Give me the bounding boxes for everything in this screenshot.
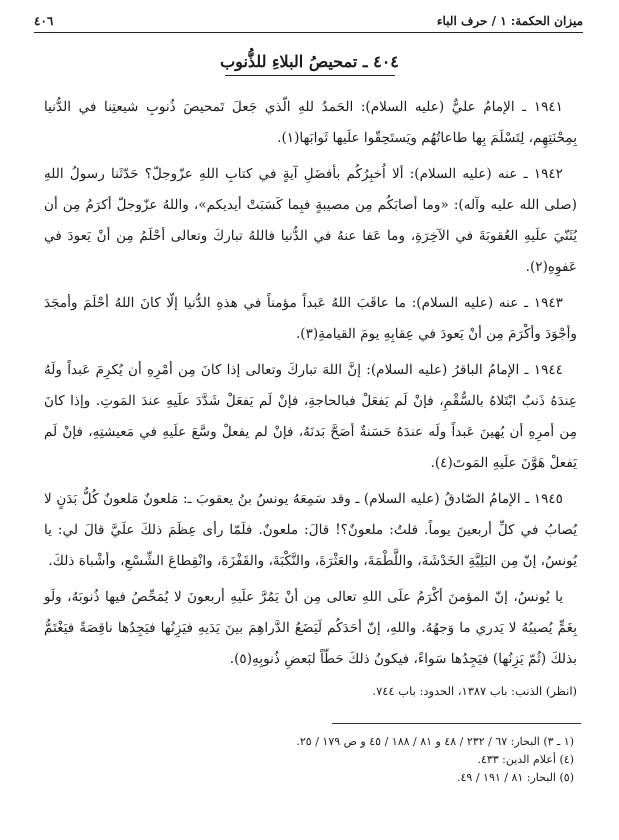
see-also-note: (انظر) الذنب: باب ١٣٨٧، الحدود: باب ٧٤٤. — [372, 684, 577, 698]
footnote-item: (١ ـ ٣) البحار: ٦٧ / ٢٣٢ / ٤٨ و ٨١ / ١٨٨ / ٤٥ و ص ١٧٩ / ٢٥. — [296, 735, 574, 748]
footnote-separator — [332, 723, 581, 724]
header-rule — [34, 32, 583, 33]
hadith-paragraph: ١٩٤٢ ـ عنه (عليه السلام): ألا اُخبِرُكُم بأفضَلِ آيةٍ في كتابِ اللهِ عزّوجلّ؟ حَدّثَنا رسولُ اللهِ (صلى الله عليه وآله): «وما أصابَكُم مِن مصيبةٍ فبِما كَسَبَتْ أيديكم»، واللهُ عزّوجلّ أكرَمُ مِن أن يُثَنّيَ علَيهِ العُقوبَةَ في الآخِرَةِ، وما عَفا عنهُ في الدُّنيا فاللهُ تباركَ وتعالى أحْلَمُ مِن أنْ يَعودَ في عَفوِهِ(٢). — [44, 166, 577, 275]
hadith-paragraph: ١٩٤٥ ـ الإمامُ الصّادقُ (عليه السلام) ـ وقد سَمِعَهُ يونسُ بنُ يعقوبَ ـ: مَلعونٌ مَلعونٌ كُلُّ بَدَنٍ لا يُصابُ في كلِّ أربعينَ يوماً. قلتُ: ملعونٌ؟! قالَ: ملعونٌ. فلَمّا رأى عِظَمَ ذلكَ علَيَّ قالَ لي: يا يُونسُ، إنّ مِن البَلِيَّةِ الخَدْشَةَ، واللَّطْمَةَ، والعَثْرَةَ، والنَّكْبَةَ، والقَفْزَةَ، وانْقِطاعَ الشِّسْعِ، وأشْباهَ ذلكَ. — [44, 491, 577, 569]
footnote-item: (٤) أعلام الدين: ٤٣٣. — [477, 753, 574, 766]
running-title: ميزان الحكمة: ١ / حرف الباء — [436, 14, 583, 28]
hadith-paragraph: ١٩٤١ ـ الإمامُ عليٌّ (عليه السلام): الحَمدُ للهِ الّذي جَعلَ تَمحيصَ ذُنوبِ شيعتِنا في الدُّنيا بِمِحْنَتِهِم، لِتَسْلَمَ بِها طاعاتُهُم ويَستَحِقّوا علَيها ثَوابَها(١). — [44, 99, 577, 146]
hadith-paragraph: ١٩٤٤ ـ الإمامُ الباقرُ (عليه السلام): إنَّ اللهَ تباركَ وتعالى إذا كانَ مِن أمْرِهِ أن يُكرِمَ عَبداً ولَهُ عِندَهُ ذَنبٌ ابْتَلاهُ بالسُّقْمِ، فإنْ لَم يَفعَلْ فبالحاجةِ، فإنْ لَم يَفعَلْ شَدَّدَ علَيهِ عندَ المَوتِ. وإذا كانَ مِن أمرِهِ أن يُهينَ عَبداً ولَه عندَهُ حَسَنةٌ أصَحَّ بَدنَهُ، فإنْ لم يفعلْ وسَّعَ علَيهِ في مَعيشتِهِ، فإنْ لَم يَفعلْ هَوَّنَ علَيهِ المَوتَ(٤). — [44, 362, 577, 471]
page-header — [34, 12, 583, 34]
footnote-item: (٥) البحار: ٨١ / ١٩١ / ٤٩. — [457, 771, 574, 784]
section-title-text: ٤٠٤ ـ تمحيصُ البلاءِ للذُّنوب — [220, 52, 399, 71]
section-title — [0, 52, 619, 76]
hadith-paragraph: يا يُونسُ، إنّ المؤمنَ أكْرَمُ علَى اللهِ تعالى مِن أنْ يَمُرَّ علَيهِ أربعونَ لا يُمَحِّصُ فيها ذُنوبَهُ، ولَو بِغَمٍّ يُصيبُهُ لا يَدري ما وَجهُهُ. واللهِ، إنّ أحَدَكُم لَيَضَعُ الدَّراهِمَ بينَ يَدَيهِ فيَزِنُها فيَجِدُها ناقِصَةً فيَغْتَمُّ بذلكَ (ثُمّ يَزِنُها) فيَجِدُها سَواءً، فيكونُ ذلكَ حَطّاً لبَعضِ ذُنوبِهِ(٥). — [44, 589, 577, 667]
hadith-paragraph: ١٩٤٣ ـ عنه (عليه السلام): ما عاقَبَ اللهُ عَبداً مؤمناً في هذهِ الدُّنيا إلّا كانَ اللهُ أحْلَمَ وأمجَدَ وأجْوَدَ وأكْرَمَ مِن أنْ يَعودَ في عِقابِهِ يومَ القيامةِ(٣). — [44, 295, 577, 342]
page-number: ٤٠٦ — [34, 14, 54, 28]
title-underline — [225, 75, 395, 76]
footnotes — [44, 733, 574, 787]
hadith-body — [44, 92, 577, 707]
